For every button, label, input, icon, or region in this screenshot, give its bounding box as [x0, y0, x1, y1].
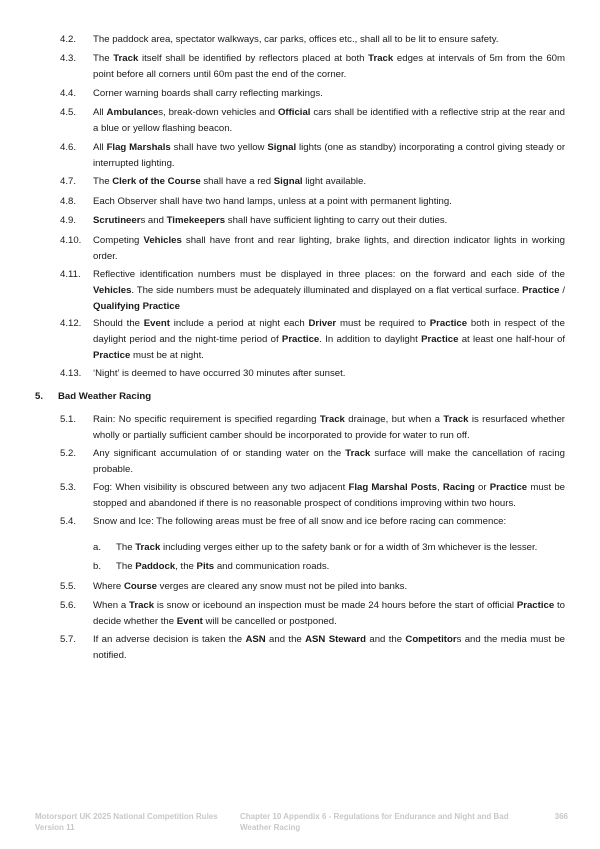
text-run: verges are cleared any snow must not be piled into banks. [157, 581, 408, 592]
clause-4-3 [60, 51, 565, 83]
clause-text [93, 446, 565, 478]
text-run: or [474, 482, 490, 493]
clause-number: 4.8. [60, 196, 77, 207]
text-run: Rain: No specific requirement is specified regarding [93, 414, 320, 425]
text-run: Competing [93, 235, 144, 246]
text-run: , the [175, 561, 197, 572]
text-run: When a [93, 600, 130, 611]
clause-number: 4.13. [60, 368, 82, 379]
clause-5-2 [60, 446, 565, 478]
defined-term: Driver [308, 318, 337, 329]
clause-5-7 [60, 632, 565, 664]
clause-4-7 [60, 174, 565, 190]
text-run: Snow and Ice: The following areas must be free of all snow and ice before racing can commence: [93, 516, 507, 527]
defined-term: Practice [429, 318, 468, 329]
text-run: shall have two yellow [170, 142, 268, 153]
defined-term: Track [113, 53, 139, 64]
footer-publication: Motorsport UK 2025 National Competition Rules Version 11 [35, 812, 218, 832]
clause-4-4 [60, 86, 565, 102]
defined-term: Racing [442, 482, 475, 493]
defined-term: Timekeepers [166, 215, 226, 226]
clause-number: 5.7. [60, 634, 77, 645]
text-run: . The side numbers must be adequately illuminated and displayed on a flat vertical surface. [131, 285, 523, 296]
clause-number: 5.3. [60, 482, 77, 493]
clause-text [93, 194, 565, 210]
text-run: Any significant accumulation of or standing water on the [93, 448, 346, 459]
text-run: lights (one as standby) incorporating a control giving steady or interrupted lighting. [93, 142, 566, 169]
text-run: shall have a red [200, 176, 274, 187]
text-run: . In addition to daylight [319, 334, 422, 345]
text-run: itself shall be identified by reflectors placed at both [138, 53, 369, 64]
text-run: must be stopped and abandoned if there is no reasonable prospect of conditions improving within two hours. [93, 482, 565, 509]
clause-text [93, 86, 565, 102]
text-run: Fog: When visibility is obscured between any two adjacent [93, 482, 349, 493]
clause-number: 5.4. [60, 516, 77, 527]
text-run: / [559, 285, 565, 296]
text-run: Should the [93, 318, 144, 329]
text-run: must be required to [336, 318, 430, 329]
text-run: drainage, but when a [344, 414, 444, 425]
text-run: Corner warning boards shall carry reflecting markings. [93, 88, 323, 99]
clause-text [93, 105, 565, 137]
text-run: Reflective identification numbers must be displayed in three places: on the forward and each side of the [93, 269, 565, 280]
defined-term: Signal [267, 142, 297, 153]
defined-term: Clerk of the Course [112, 176, 201, 187]
text-run: The [93, 176, 113, 187]
clause-number: 4.6. [60, 142, 77, 153]
section-heading [35, 389, 151, 405]
text-run: The [116, 561, 136, 572]
text-run: and communication roads. [214, 561, 330, 572]
clause-text [93, 412, 565, 444]
clause-5-4 [60, 514, 565, 530]
defined-term: Practice [421, 334, 459, 345]
defined-term: Track [135, 542, 161, 553]
clause-4-2 [60, 32, 565, 48]
clause-number: 4.3. [60, 53, 77, 64]
defined-term: Practice [281, 334, 320, 345]
clause-number: 4.11. [60, 269, 81, 280]
text-run: ‘Night’ is deemed to have occurred 30 minutes after sunset. [93, 368, 346, 379]
clause-text [93, 366, 565, 382]
defined-term: Event [176, 616, 203, 627]
section-number: 5. [35, 391, 44, 402]
section-title: Bad Weather Racing [58, 391, 152, 402]
text-run: s, break-down vehicles and [158, 107, 278, 118]
text-run: The [93, 53, 114, 64]
text-run: shall have sufficient lighting to carry out their duties. [225, 215, 448, 226]
text-run: , [436, 482, 443, 493]
defined-term: Paddock [135, 561, 176, 572]
clause-number: 5.5. [60, 581, 77, 592]
clause-text [93, 267, 565, 315]
clause-5-6 [60, 598, 565, 630]
text-run: surface will make the cancellation of racing probable. [93, 448, 565, 475]
text-run: Each Observer shall have two hand lamps, unless at a point with permanent lighting. [93, 196, 452, 207]
clause-number: 5.2. [60, 448, 77, 459]
clause-text [93, 480, 565, 512]
clause-text [93, 316, 565, 364]
clause-text [93, 632, 565, 664]
defined-term: Track [443, 414, 469, 425]
defined-term: Vehicles [93, 285, 132, 296]
text-run: and the [366, 634, 406, 645]
defined-term: Track [129, 600, 155, 611]
clause-4-10 [60, 233, 565, 265]
clause-4-11 [60, 267, 565, 315]
defined-term: Event [143, 318, 170, 329]
text-run: Where [93, 581, 124, 592]
text-run: All [93, 142, 107, 153]
defined-term: Flag Marshals [106, 142, 171, 153]
clause-number: 4.9. [60, 215, 77, 226]
defined-term: Practice [516, 600, 555, 611]
clause-4-6 [60, 140, 565, 172]
text-run: including verges either up to the safety bank or for a width of 3m whichever is the lesser. [160, 542, 538, 553]
text-run: to decide whether the [93, 600, 565, 627]
clause-text [93, 233, 565, 265]
clause-4-5 [60, 105, 565, 137]
clause-5-5 [60, 579, 565, 595]
clause-text [93, 174, 565, 190]
text-run: light available. [302, 176, 367, 187]
text-run: at least one half-hour of [458, 334, 566, 345]
defined-term: Vehicles [143, 235, 182, 246]
text-run: s and [140, 215, 167, 226]
clause-number: 5.6. [60, 600, 77, 611]
text-run: will be cancelled or postponed. [202, 616, 337, 627]
footer-page-number: 366 [554, 812, 568, 821]
defined-term: Ambulance [106, 107, 159, 118]
defined-term: Flag Marshal Posts [348, 482, 437, 493]
text-run: If an adverse decision is taken the [93, 634, 246, 645]
clause-text [93, 514, 565, 530]
defined-term: Scrutineer [93, 215, 141, 226]
defined-term: Practice [489, 482, 528, 493]
subclause-text [116, 540, 565, 556]
defined-term: ASN Steward [305, 634, 367, 645]
text-run: The [116, 542, 136, 553]
text-run: both in respect of the daylight period and the night-time period of [93, 318, 565, 345]
defined-term: Track [345, 448, 371, 459]
clause-text [93, 140, 565, 172]
text-run: edges at intervals of 5m from the 60m point before all corners until 60m past the end of the corner. [93, 53, 566, 80]
text-run: include a period at night each [169, 318, 309, 329]
subclause-b [93, 559, 565, 575]
clause-5-1 [60, 412, 565, 444]
clause-4-13 [60, 366, 565, 382]
clause-4-9 [60, 213, 565, 229]
text-run: shall have front and rear lighting, brake lights, and direction indicator lights in working order. [93, 235, 565, 262]
subclause-a [93, 540, 565, 556]
clause-4-8 [60, 194, 565, 210]
clause-text [93, 213, 565, 229]
subclause-letter: a. [93, 542, 102, 553]
defined-term: Signal [273, 176, 303, 187]
footer-chapter: Chapter 10 Appendix 6 - Regulations for Endurance and Night and Bad Weather Racing [240, 812, 509, 832]
clause-text [93, 579, 565, 595]
text-run: is resurfaced whether wholly or partially sufficient camber should be incorporated to provide for water to run off. [93, 414, 565, 441]
clause-text [93, 51, 565, 83]
defined-term: ASN [245, 634, 266, 645]
clause-number: 4.7. [60, 176, 77, 187]
clause-4-12 [60, 316, 565, 364]
text-run: and the [265, 634, 306, 645]
clause-number: 4.4. [60, 88, 77, 99]
text-run: The paddock area, spectator walkways, car parks, offices etc., shall all to be lit to ensure safety. [93, 34, 499, 45]
clause-number: 5.1. [60, 414, 77, 425]
defined-term: Track [368, 53, 394, 64]
text-run: is snow or icebound an inspection must be made 24 hours before the start of official [154, 600, 517, 611]
clause-text [93, 32, 565, 48]
text-run: must be at night. [130, 350, 204, 361]
defined-term: Qualifying Practice [93, 301, 180, 312]
subclause-letter: b. [93, 561, 102, 572]
text-run: cars shall be identified with a reflective strip at the rear and a blue or yellow flashing beacon. [93, 107, 566, 134]
clause-text [93, 598, 565, 630]
defined-term: Practice [93, 350, 131, 361]
text-run: s and the media must be notified. [93, 634, 565, 661]
subclause-text [116, 559, 565, 575]
defined-term: Competitor [405, 634, 457, 645]
clause-5-3 [60, 480, 565, 512]
defined-term: Pits [196, 561, 215, 572]
defined-term: Course [123, 581, 157, 592]
text-run: All [93, 107, 107, 118]
clause-number: 4.2. [60, 34, 77, 45]
defined-term: Official [277, 107, 311, 118]
clause-number: 4.12. [60, 318, 82, 329]
clause-number: 4.5. [60, 107, 77, 118]
defined-term: Track [319, 414, 345, 425]
defined-term: Practice [522, 285, 560, 296]
clause-number: 4.10. [60, 235, 82, 246]
